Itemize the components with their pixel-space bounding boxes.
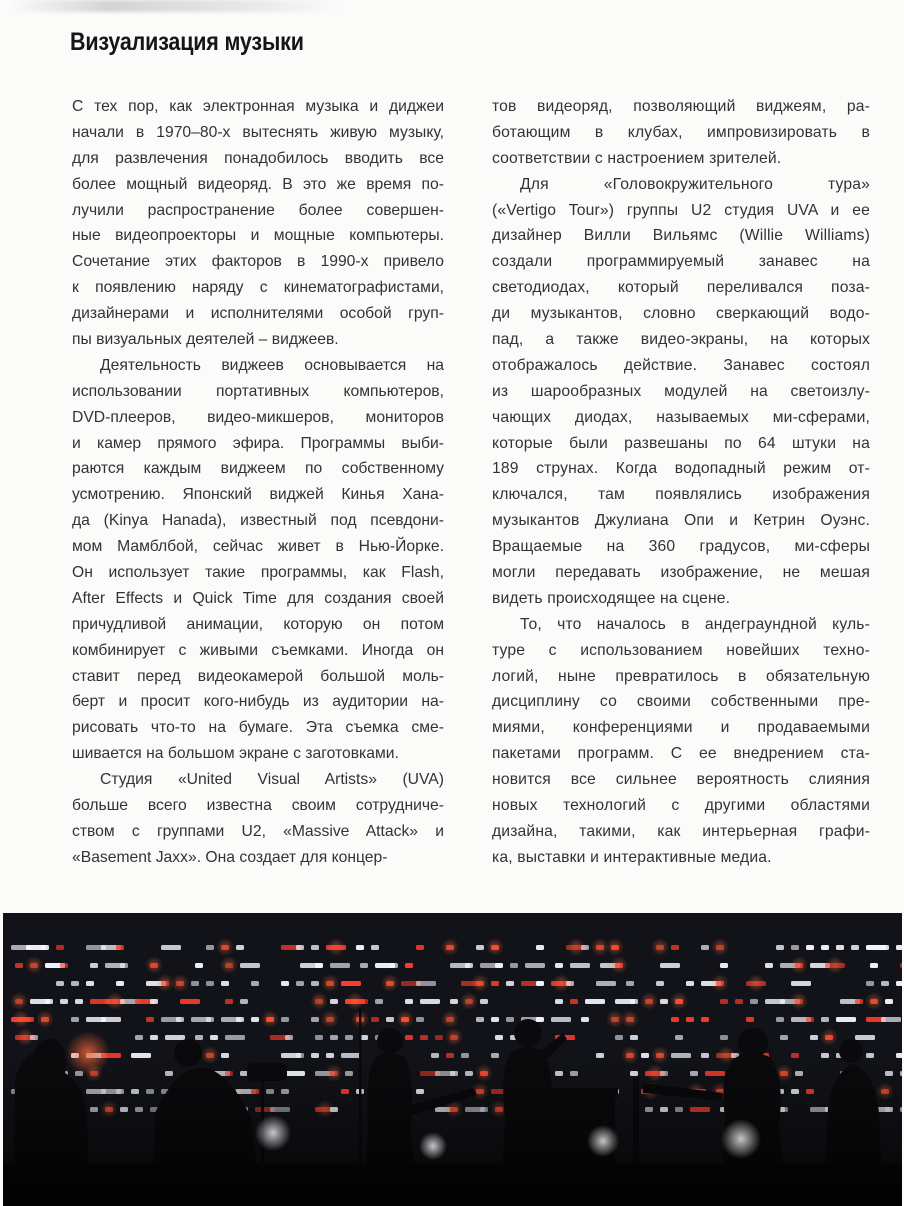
text-line: использовании портативных компьютеров,: [72, 382, 444, 400]
text-line: After Effects и Quick Time для создания своей: [72, 589, 444, 607]
text-line: комбинирует с живыми съемками. Иногда он: [72, 641, 444, 659]
text-line: новых технологий с другими областями: [492, 797, 870, 815]
text-line: к появлению наряду с кинематографистами,: [72, 279, 444, 297]
text-line: Вращаемые на 360 градусов, ми-сферы: [492, 538, 870, 556]
text-line: ботающим в клубах, импровизировать в: [492, 123, 870, 141]
text-line: ключался, там появлялись изображения: [492, 486, 870, 504]
text-line: То, что началось в андеграундной куль-: [520, 615, 870, 633]
text-line: дизайнерами и исполнителями особой груп-: [72, 305, 444, 323]
text-line: ставит перед видеокамерой большой моль-: [72, 667, 444, 685]
text-line: ди музыкантов, словно сверкающий водо-: [492, 305, 870, 323]
text-line: дисциплину со своими собственными пре-: [492, 693, 870, 711]
text-line: дизайна, такими, как интерьерная графи-: [492, 822, 870, 840]
text-line: и камер прямого эфира. Программы выби-: [72, 434, 444, 452]
text-line: логий, ныне превратилось в обязательную: [492, 667, 870, 685]
text-line: мом Мамблбой, сейчас живет в Нью-Йорке.: [72, 538, 444, 556]
text-line: рисовать что-то на бумаге. Эта съемка сме-: [72, 719, 444, 737]
text-line: соответствии с настроением зрителей.: [492, 149, 782, 167]
text-line: ные видеопроекторы и мощные компьютеры.: [72, 227, 444, 245]
text-line: DVD-плееров, видео-микшеров, мониторов: [72, 408, 444, 426]
text-line: ка, выставки и интерактивные медиа.: [492, 848, 772, 866]
text-line: усмотрению. Японский виджей Кинья Хана-: [72, 486, 444, 504]
text-line: больше всего известна своим сотрудниче-: [72, 797, 444, 815]
text-line: Для «Головокружительного тура»: [520, 175, 870, 193]
text-line: тов видеоряд, позволяющий виджеям, ра-: [492, 98, 870, 115]
right-column: [492, 94, 870, 871]
text-line: которые были развешаны по 64 штуки на: [492, 434, 870, 452]
text-line: из шарообразных модулей на светоизлу-: [492, 382, 870, 400]
text-line: ством с группами U2, «Massive Attack» и: [72, 822, 444, 840]
concert-photo: [3, 913, 902, 1206]
text-line: раются каждым виджеем по собственному: [72, 460, 444, 478]
text-line: могли передавать изображение, не мешая: [492, 564, 870, 582]
text-line: 189 струнах. Когда водопадный режим от-: [492, 460, 870, 478]
text-line: («Vertigo Tour») группы U2 студия UVA и ее: [492, 201, 870, 219]
text-line: да (Kinya Hanada), известный под псевдони-: [72, 512, 444, 530]
text-line: видеть происходящее на сцене.: [492, 589, 731, 607]
text-line: более мощный видеоряд. В это же время по-: [72, 175, 444, 193]
text-line: отображалось действие. Занавес состоял: [492, 356, 870, 374]
text-line: создали программируемый занавес на: [492, 253, 870, 271]
text-line: чающих диодах, называемых ми-сферами,: [492, 408, 870, 426]
text-line: новится все сильнее вероятность слияния: [492, 771, 870, 789]
text-line: пы визуальных деятелей – виджеев.: [72, 331, 339, 349]
text-line: С тех пор, как электронная музыка и диджеи: [72, 98, 444, 115]
text-line: Он использует такие программы, как Flash,: [72, 564, 444, 582]
text-line: Сочетание этих факторов в 1990-х привело: [72, 253, 444, 271]
left-column: [72, 94, 444, 871]
text-line: миями, конференциями и продаваемыми: [492, 719, 870, 737]
text-line: начали в 1970–80-х вытеснять живую музыку,: [72, 123, 444, 141]
text-line: «Basement Jaxx». Она создает для концер-: [72, 848, 388, 866]
scan-smudge: [10, 0, 340, 12]
text-line: Студия «United Visual Artists» (UVA): [100, 771, 444, 789]
text-line: пакетами программ. С ее внедрением ста-: [492, 745, 870, 763]
text-line: для развлечения понадобилось вводить все: [72, 149, 444, 167]
concert-photo-image: [3, 913, 902, 1206]
text-line: музыкантов Джулиана Опи и Кетрин Оуэнс.: [492, 512, 870, 530]
text-line: дизайнер Вилли Вильямс (Willie Williams): [492, 227, 870, 245]
text-line: Деятельность виджеев основывается на: [100, 356, 444, 374]
text-line: туре с использованием новейших техно-: [492, 641, 870, 659]
text-line: шивается на большом экране с заготовками.: [72, 745, 399, 763]
article-title: Визуализация музыки: [70, 28, 304, 56]
text-line: светодиодах, который переливался поза-: [492, 279, 870, 297]
text-line: берт и просит кого-нибудь из аудитории на-: [72, 693, 444, 711]
text-line: лучили распространение более совершен-: [72, 201, 444, 219]
text-line: причудливой анимации, которую он потом: [72, 615, 444, 633]
text-line: пад, а также видео-экраны, на которых: [492, 331, 870, 349]
